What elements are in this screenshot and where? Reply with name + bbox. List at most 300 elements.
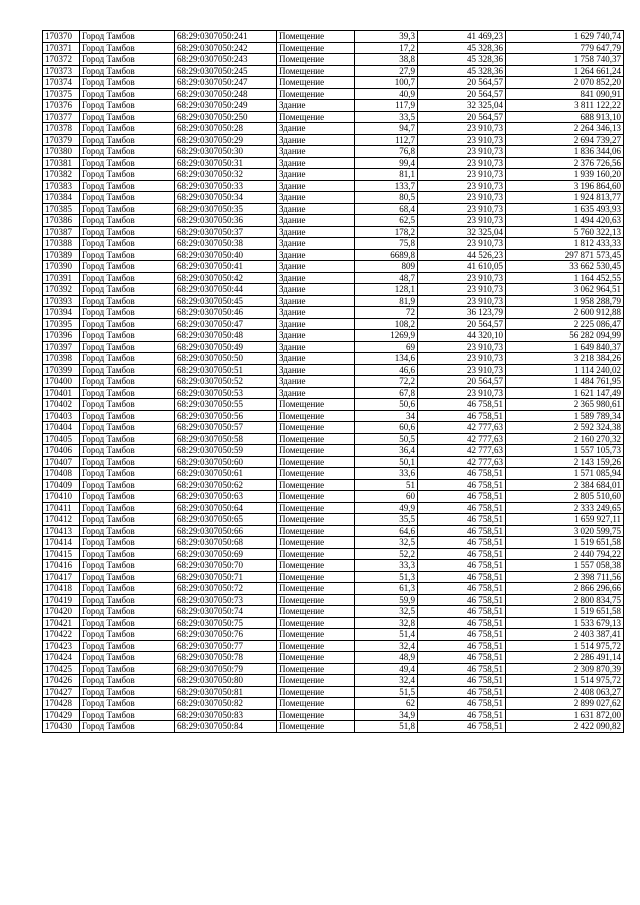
table-row [43, 387, 624, 399]
row-number-cell: 170372 [43, 54, 80, 66]
table-row [43, 514, 624, 526]
cadastral-value-cell: 2 440 794,22 [506, 548, 624, 560]
row-number-cell: 170398 [43, 353, 80, 365]
specific-value-cell: 46 758,51 [418, 594, 506, 606]
city-cell: Город Тамбов [80, 468, 175, 480]
area-cell: 68,4 [355, 203, 418, 215]
cadastral-number-cell: 68:29:0307050:47 [175, 318, 277, 330]
city-cell: Город Тамбов [80, 249, 175, 261]
area-cell: 51 [355, 479, 418, 491]
area-cell: 38,8 [355, 54, 418, 66]
row-number-cell: 170412 [43, 514, 80, 526]
row-number-cell: 170422 [43, 629, 80, 641]
specific-value-cell: 23 910,73 [418, 284, 506, 296]
row-number-cell: 170413 [43, 525, 80, 537]
area-cell: 34,9 [355, 709, 418, 721]
city-cell: Город Тамбов [80, 341, 175, 353]
specific-value-cell: 23 910,73 [418, 146, 506, 158]
area-cell: 59,9 [355, 594, 418, 606]
row-number-cell: 170377 [43, 111, 80, 123]
city-cell: Город Тамбов [80, 617, 175, 629]
cadastral-value-cell: 2 592 324,38 [506, 422, 624, 434]
city-cell: Город Тамбов [80, 307, 175, 319]
specific-value-cell: 23 910,73 [418, 169, 506, 181]
row-number-cell: 170427 [43, 686, 80, 698]
specific-value-cell: 23 910,73 [418, 295, 506, 307]
table-row [43, 307, 624, 319]
cadastral-number-cell: 68:29:0307050:55 [175, 399, 277, 411]
city-cell: Город Тамбов [80, 42, 175, 54]
specific-value-cell: 23 910,73 [418, 180, 506, 192]
row-number-cell: 170384 [43, 192, 80, 204]
area-cell: 34 [355, 410, 418, 422]
table-row [43, 65, 624, 77]
table-row [43, 594, 624, 606]
specific-value-cell: 42 777,63 [418, 445, 506, 457]
table-row [43, 31, 624, 43]
cadastral-value-cell: 1 631 872,00 [506, 709, 624, 721]
object-type-cell: Здание [277, 215, 355, 227]
city-cell: Город Тамбов [80, 560, 175, 572]
table-row [43, 42, 624, 54]
cadastral-value-cell: 1 264 661,24 [506, 65, 624, 77]
specific-value-cell: 41 469,23 [418, 31, 506, 43]
table-row [43, 238, 624, 250]
cadastral-value-cell: 1 621 147,49 [506, 387, 624, 399]
specific-value-cell: 46 758,51 [418, 548, 506, 560]
cadastral-value-cell: 1 635 493,93 [506, 203, 624, 215]
object-type-cell: Помещение [277, 663, 355, 675]
area-cell: 51,4 [355, 629, 418, 641]
cadastral-value-cell: 33 662 530,45 [506, 261, 624, 273]
table-row [43, 295, 624, 307]
object-type-cell: Здание [277, 169, 355, 181]
area-cell: 17,2 [355, 42, 418, 54]
cadastral-value-cell: 2 694 739,27 [506, 134, 624, 146]
table-row [43, 134, 624, 146]
object-type-cell: Помещение [277, 629, 355, 641]
table-row [43, 376, 624, 388]
row-number-cell: 170406 [43, 445, 80, 457]
table-row [43, 479, 624, 491]
object-type-cell: Помещение [277, 433, 355, 445]
cadastral-value-cell: 3 062 964,51 [506, 284, 624, 296]
cadastral-value-cell: 2 143 159,26 [506, 456, 624, 468]
specific-value-cell: 46 758,51 [418, 410, 506, 422]
specific-value-cell: 44 320,10 [418, 330, 506, 342]
cadastral-number-cell: 68:29:0307050:60 [175, 456, 277, 468]
table-row [43, 502, 624, 514]
area-cell: 51,8 [355, 721, 418, 733]
cadastral-value-cell: 297 871 573,45 [506, 249, 624, 261]
cadastral-number-cell: 68:29:0307050:73 [175, 594, 277, 606]
specific-value-cell: 46 758,51 [418, 640, 506, 652]
city-cell: Город Тамбов [80, 525, 175, 537]
cadastral-value-cell: 1 114 240,02 [506, 364, 624, 376]
specific-value-cell: 46 758,51 [418, 525, 506, 537]
object-type-cell: Здание [277, 376, 355, 388]
area-cell: 49,4 [355, 663, 418, 675]
object-type-cell: Помещение [277, 548, 355, 560]
row-number-cell: 170418 [43, 583, 80, 595]
row-number-cell: 170371 [43, 42, 80, 54]
table-row [43, 399, 624, 411]
city-cell: Город Тамбов [80, 215, 175, 227]
table-row [43, 433, 624, 445]
specific-value-cell: 23 910,73 [418, 192, 506, 204]
object-type-cell: Здание [277, 307, 355, 319]
cadastral-number-cell: 68:29:0307050:37 [175, 226, 277, 238]
object-type-cell: Помещение [277, 65, 355, 77]
city-cell: Город Тамбов [80, 353, 175, 365]
city-cell: Город Тамбов [80, 686, 175, 698]
specific-value-cell: 46 758,51 [418, 709, 506, 721]
city-cell: Город Тамбов [80, 284, 175, 296]
cadastral-value-cell: 1 589 789,34 [506, 410, 624, 422]
specific-value-cell: 20 564,57 [418, 111, 506, 123]
table-row [43, 617, 624, 629]
cadastral-value-cell: 841 090,91 [506, 88, 624, 100]
row-number-cell: 170386 [43, 215, 80, 227]
specific-value-cell: 46 758,51 [418, 491, 506, 503]
cadastral-value-cell: 3 811 122,22 [506, 100, 624, 112]
cadastral-value-cell: 1 812 433,33 [506, 238, 624, 250]
cadastral-value-cell: 2 365 980,61 [506, 399, 624, 411]
area-cell: 117,9 [355, 100, 418, 112]
specific-value-cell: 23 910,73 [418, 123, 506, 135]
object-type-cell: Здание [277, 353, 355, 365]
cadastral-number-cell: 68:29:0307050:30 [175, 146, 277, 158]
row-number-cell: 170405 [43, 433, 80, 445]
cadastral-value-cell: 2 899 027,62 [506, 698, 624, 710]
specific-value-cell: 23 910,73 [418, 387, 506, 399]
row-number-cell: 170396 [43, 330, 80, 342]
area-cell: 62,5 [355, 215, 418, 227]
area-cell: 80,5 [355, 192, 418, 204]
cadastral-value-cell: 2 800 834,75 [506, 594, 624, 606]
city-cell: Город Тамбов [80, 180, 175, 192]
cadastral-value-cell: 1 557 105,73 [506, 445, 624, 457]
cadastral-value-cell: 2 225 086,47 [506, 318, 624, 330]
city-cell: Город Тамбов [80, 261, 175, 273]
row-number-cell: 170388 [43, 238, 80, 250]
object-type-cell: Помещение [277, 560, 355, 572]
cadastral-number-cell: 68:29:0307050:34 [175, 192, 277, 204]
row-number-cell: 170408 [43, 468, 80, 480]
city-cell: Город Тамбов [80, 387, 175, 399]
cadastral-number-cell: 68:29:0307050:58 [175, 433, 277, 445]
area-cell: 133,7 [355, 180, 418, 192]
object-type-cell: Здание [277, 192, 355, 204]
cadastral-value-cell: 779 647,79 [506, 42, 624, 54]
table-row [43, 491, 624, 503]
row-number-cell: 170392 [43, 284, 80, 296]
table-row [43, 111, 624, 123]
specific-value-cell: 23 910,73 [418, 203, 506, 215]
city-cell: Город Тамбов [80, 675, 175, 687]
city-cell: Город Тамбов [80, 238, 175, 250]
specific-value-cell: 41 610,05 [418, 261, 506, 273]
cadastral-value-table [42, 30, 624, 733]
specific-value-cell: 23 910,73 [418, 134, 506, 146]
table-row [43, 445, 624, 457]
object-type-cell: Помещение [277, 686, 355, 698]
specific-value-cell: 42 777,63 [418, 433, 506, 445]
specific-value-cell: 42 777,63 [418, 422, 506, 434]
cadastral-value-cell: 1 958 288,79 [506, 295, 624, 307]
object-type-cell: Помещение [277, 594, 355, 606]
cadastral-number-cell: 68:29:0307050:247 [175, 77, 277, 89]
cadastral-value-cell: 2 422 090,82 [506, 721, 624, 733]
specific-value-cell: 46 758,51 [418, 537, 506, 549]
city-cell: Город Тамбов [80, 54, 175, 66]
object-type-cell: Помещение [277, 479, 355, 491]
cadastral-value-cell: 1 164 452,55 [506, 272, 624, 284]
city-cell: Город Тамбов [80, 399, 175, 411]
table-row [43, 675, 624, 687]
specific-value-cell: 32 325,04 [418, 226, 506, 238]
object-type-cell: Помещение [277, 410, 355, 422]
city-cell: Город Тамбов [80, 410, 175, 422]
table-row [43, 560, 624, 572]
city-cell: Город Тамбов [80, 100, 175, 112]
cadastral-number-cell: 68:29:0307050:28 [175, 123, 277, 135]
row-number-cell: 170378 [43, 123, 80, 135]
object-type-cell: Помещение [277, 709, 355, 721]
object-type-cell: Здание [277, 180, 355, 192]
city-cell: Город Тамбов [80, 422, 175, 434]
area-cell: 128,1 [355, 284, 418, 296]
object-type-cell: Здание [277, 295, 355, 307]
table-row [43, 215, 624, 227]
city-cell: Город Тамбов [80, 663, 175, 675]
specific-value-cell: 46 758,51 [418, 560, 506, 572]
city-cell: Город Тамбов [80, 548, 175, 560]
area-cell: 33,5 [355, 111, 418, 123]
cadastral-value-cell: 2 398 711,56 [506, 571, 624, 583]
cadastral-value-cell: 3 020 599,75 [506, 525, 624, 537]
cadastral-number-cell: 68:29:0307050:81 [175, 686, 277, 698]
table-row [43, 571, 624, 583]
specific-value-cell: 46 758,51 [418, 479, 506, 491]
specific-value-cell: 23 910,73 [418, 272, 506, 284]
area-cell: 52,2 [355, 548, 418, 560]
city-cell: Город Тамбов [80, 134, 175, 146]
city-cell: Город Тамбов [80, 65, 175, 77]
row-number-cell: 170430 [43, 721, 80, 733]
area-cell: 32,8 [355, 617, 418, 629]
area-cell: 6689,8 [355, 249, 418, 261]
object-type-cell: Помещение [277, 698, 355, 710]
city-cell: Город Тамбов [80, 445, 175, 457]
area-cell: 36,4 [355, 445, 418, 457]
object-type-cell: Помещение [277, 111, 355, 123]
cadastral-value-cell: 1 924 813,77 [506, 192, 624, 204]
row-number-cell: 170395 [43, 318, 80, 330]
area-cell: 178,2 [355, 226, 418, 238]
table-row [43, 261, 624, 273]
city-cell: Город Тамбов [80, 318, 175, 330]
city-cell: Город Тамбов [80, 192, 175, 204]
city-cell: Город Тамбов [80, 640, 175, 652]
area-cell: 112,7 [355, 134, 418, 146]
table-row [43, 353, 624, 365]
area-cell: 61,3 [355, 583, 418, 595]
table-row [43, 548, 624, 560]
cadastral-value-cell: 1 659 927,11 [506, 514, 624, 526]
cadastral-number-cell: 68:29:0307050:49 [175, 341, 277, 353]
table-row [43, 456, 624, 468]
table-body [43, 31, 624, 733]
area-cell: 1269,9 [355, 330, 418, 342]
cadastral-value-cell: 1 571 085,94 [506, 468, 624, 480]
object-type-cell: Здание [277, 364, 355, 376]
object-type-cell: Помещение [277, 31, 355, 43]
cadastral-value-cell: 2 384 684,01 [506, 479, 624, 491]
specific-value-cell: 23 910,73 [418, 341, 506, 353]
cadastral-value-cell: 3 196 864,60 [506, 180, 624, 192]
city-cell: Город Тамбов [80, 433, 175, 445]
object-type-cell: Здание [277, 387, 355, 399]
area-cell: 35,5 [355, 514, 418, 526]
row-number-cell: 170419 [43, 594, 80, 606]
specific-value-cell: 23 910,73 [418, 238, 506, 250]
cadastral-number-cell: 68:29:0307050:63 [175, 491, 277, 503]
area-cell: 33,6 [355, 468, 418, 480]
table-row [43, 249, 624, 261]
cadastral-number-cell: 68:29:0307050:245 [175, 65, 277, 77]
cadastral-number-cell: 68:29:0307050:32 [175, 169, 277, 181]
cadastral-number-cell: 68:29:0307050:243 [175, 54, 277, 66]
area-cell: 60,6 [355, 422, 418, 434]
cadastral-value-cell: 56 282 094,99 [506, 330, 624, 342]
specific-value-cell: 46 758,51 [418, 686, 506, 698]
cadastral-number-cell: 68:29:0307050:53 [175, 387, 277, 399]
row-number-cell: 170411 [43, 502, 80, 514]
cadastral-number-cell: 68:29:0307050:48 [175, 330, 277, 342]
object-type-cell: Помещение [277, 502, 355, 514]
row-number-cell: 170409 [43, 479, 80, 491]
cadastral-number-cell: 68:29:0307050:36 [175, 215, 277, 227]
city-cell: Город Тамбов [80, 364, 175, 376]
cadastral-number-cell: 68:29:0307050:38 [175, 238, 277, 250]
table-row [43, 537, 624, 549]
area-cell: 50,6 [355, 399, 418, 411]
specific-value-cell: 23 910,73 [418, 353, 506, 365]
object-type-cell: Помещение [277, 525, 355, 537]
cadastral-value-cell: 2 333 249,65 [506, 502, 624, 514]
table-row [43, 146, 624, 158]
specific-value-cell: 20 564,57 [418, 88, 506, 100]
area-cell: 100,7 [355, 77, 418, 89]
area-cell: 32,4 [355, 640, 418, 652]
specific-value-cell: 23 910,73 [418, 364, 506, 376]
object-type-cell: Здание [277, 330, 355, 342]
cadastral-number-cell: 68:29:0307050:65 [175, 514, 277, 526]
specific-value-cell: 20 564,57 [418, 77, 506, 89]
cadastral-number-cell: 68:29:0307050:31 [175, 157, 277, 169]
cadastral-number-cell: 68:29:0307050:45 [175, 295, 277, 307]
table-row [43, 652, 624, 664]
object-type-cell: Помещение [277, 491, 355, 503]
object-type-cell: Здание [277, 146, 355, 158]
object-type-cell: Помещение [277, 468, 355, 480]
area-cell: 39,3 [355, 31, 418, 43]
specific-value-cell: 23 910,73 [418, 157, 506, 169]
area-cell: 27,9 [355, 65, 418, 77]
table-row [43, 157, 624, 169]
table-row [43, 169, 624, 181]
specific-value-cell: 46 758,51 [418, 606, 506, 618]
area-cell: 72 [355, 307, 418, 319]
area-cell: 67,8 [355, 387, 418, 399]
area-cell: 50,1 [355, 456, 418, 468]
city-cell: Город Тамбов [80, 157, 175, 169]
city-cell: Город Тамбов [80, 583, 175, 595]
cadastral-value-cell: 2 403 387,41 [506, 629, 624, 641]
cadastral-number-cell: 68:29:0307050:82 [175, 698, 277, 710]
object-type-cell: Здание [277, 203, 355, 215]
row-number-cell: 170391 [43, 272, 80, 284]
cadastral-number-cell: 68:29:0307050:71 [175, 571, 277, 583]
table-row [43, 341, 624, 353]
cadastral-number-cell: 68:29:0307050:77 [175, 640, 277, 652]
cadastral-number-cell: 68:29:0307050:248 [175, 88, 277, 100]
city-cell: Город Тамбов [80, 295, 175, 307]
specific-value-cell: 46 758,51 [418, 675, 506, 687]
cadastral-value-cell: 688 913,10 [506, 111, 624, 123]
cadastral-number-cell: 68:29:0307050:40 [175, 249, 277, 261]
object-type-cell: Здание [277, 100, 355, 112]
cadastral-number-cell: 68:29:0307050:42 [175, 272, 277, 284]
table-row [43, 330, 624, 342]
specific-value-cell: 44 526,23 [418, 249, 506, 261]
table-row [43, 468, 624, 480]
cadastral-value-cell: 1 557 058,38 [506, 560, 624, 572]
row-number-cell: 170382 [43, 169, 80, 181]
row-number-cell: 170390 [43, 261, 80, 273]
city-cell: Город Тамбов [80, 594, 175, 606]
table-row [43, 284, 624, 296]
row-number-cell: 170429 [43, 709, 80, 721]
table-row [43, 88, 624, 100]
table-row [43, 640, 624, 652]
cadastral-value-cell: 2 805 510,60 [506, 491, 624, 503]
cadastral-value-cell: 1 758 740,37 [506, 54, 624, 66]
cadastral-number-cell: 68:29:0307050:72 [175, 583, 277, 595]
table-row [43, 180, 624, 192]
table-row [43, 525, 624, 537]
city-cell: Город Тамбов [80, 77, 175, 89]
object-type-cell: Помещение [277, 42, 355, 54]
cadastral-number-cell: 68:29:0307050:83 [175, 709, 277, 721]
row-number-cell: 170381 [43, 157, 80, 169]
city-cell: Город Тамбов [80, 571, 175, 583]
object-type-cell: Помещение [277, 606, 355, 618]
city-cell: Город Тамбов [80, 31, 175, 43]
cadastral-number-cell: 68:29:0307050:52 [175, 376, 277, 388]
cadastral-number-cell: 68:29:0307050:69 [175, 548, 277, 560]
row-number-cell: 170417 [43, 571, 80, 583]
row-number-cell: 170415 [43, 548, 80, 560]
cadastral-number-cell: 68:29:0307050:50 [175, 353, 277, 365]
cadastral-value-cell: 1 514 975,72 [506, 640, 624, 652]
row-number-cell: 170397 [43, 341, 80, 353]
cadastral-number-cell: 68:29:0307050:35 [175, 203, 277, 215]
specific-value-cell: 46 758,51 [418, 514, 506, 526]
cadastral-number-cell: 68:29:0307050:75 [175, 617, 277, 629]
city-cell: Город Тамбов [80, 146, 175, 158]
